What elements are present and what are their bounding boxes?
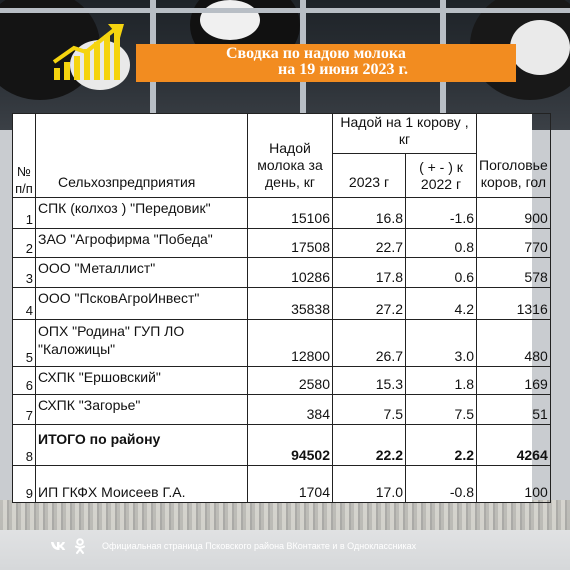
growth-chart-logo-icon	[50, 22, 128, 82]
table-row-total: 8 ИТОГО по району 94502 22.2 2.2 4264	[13, 425, 551, 466]
header-diff-2022: ( + - ) к 2022 г	[406, 154, 477, 198]
milk-yield-table	[12, 113, 551, 503]
table-row: 2 ЗАО "Агрофирма "Победа" 17508 22.7 0.8 770	[13, 229, 551, 258]
odnoklassniki-icon[interactable]	[72, 538, 88, 554]
footer	[50, 536, 416, 556]
header-daily-yield: Надой молока за день, кг	[248, 114, 333, 198]
table-row: 9 ИП ГКФХ Моисеев Г.А. 1704 17.0 -0.8 100	[13, 466, 551, 503]
table-row: 1 СПК (колхоз ) "Передовик" 15106 16.8 -1.6 900	[13, 198, 551, 229]
header-herd: Поголовье коров, гол	[477, 114, 551, 198]
header-company: Сельхозпредприятия	[36, 114, 248, 198]
table-row: 5 ОПХ "Родина" ГУП ЛО "Каложицы" 12800 26.7 3.0 480	[13, 320, 551, 367]
header-year-2023: 2023 г	[333, 154, 406, 198]
header-index: № п/п	[13, 114, 36, 198]
report-title	[136, 44, 516, 82]
title-line-1: Сводка по надою молока	[226, 45, 406, 62]
title-line-2: на 19 июня 2023 г.	[278, 61, 408, 78]
table-row: 4 ООО "ПсковАгроИнвест" 35838 27.2 4.2 1316	[13, 288, 551, 320]
footer-text: Официальная страница Псковского района ВКонтакте и в Одноклассниках	[102, 541, 417, 551]
vk-icon[interactable]	[50, 538, 66, 554]
table-row: 7 СХПК "Загорье" 384 7.5 7.5 51	[13, 395, 551, 425]
table-row: 3 ООО "Металлист" 10286 17.8 0.6 578	[13, 258, 551, 288]
header-per-cow: Надой на 1 корову , кг	[333, 114, 477, 154]
table-row: 6 СХПК "Ершовский" 2580 15.3 1.8 169	[13, 367, 551, 395]
